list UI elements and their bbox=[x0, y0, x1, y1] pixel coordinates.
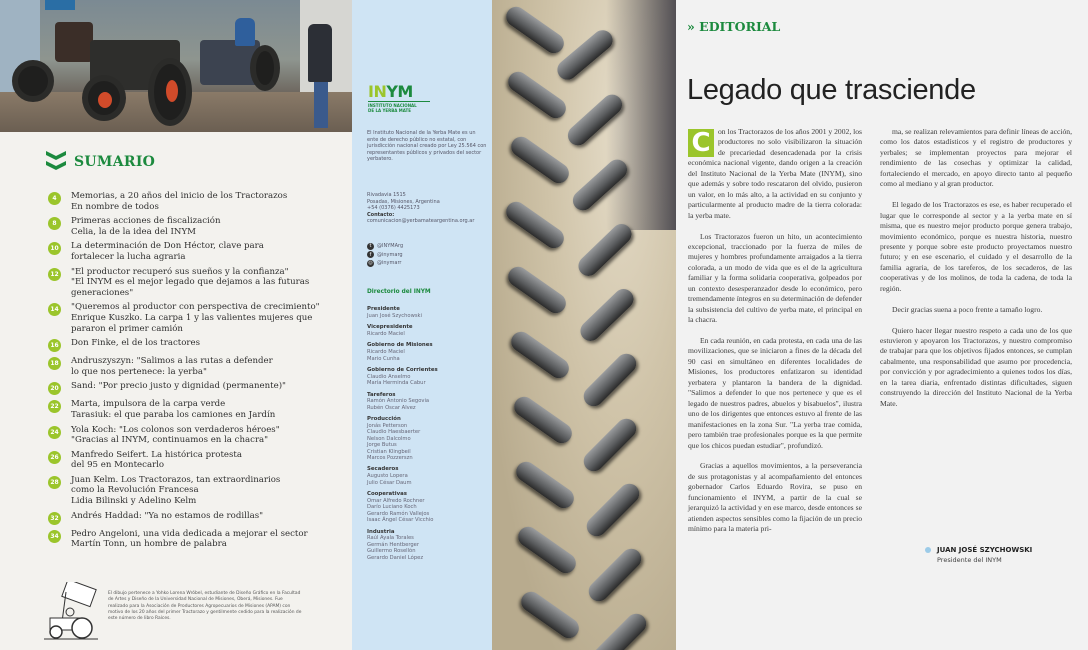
tread-lug bbox=[507, 328, 573, 382]
tread-lug bbox=[574, 220, 635, 280]
directory-role: Gobierno de Corrientes bbox=[367, 367, 438, 374]
editorial-paragraph: En cada reunión, en cada protesta, en cada una de las movilizaciones, que se iniciaron a fines de la década del 90 casi en simultáneo en diferentes localidades de Misiones, los productores enfatizaron su identidad yerbatera y plantaron la bandera de la dignidad. "Salimos a defender lo que nos pertenece y que es el legado de nuestros padres, abuelos y bisabuelos", ilustra uno de los dirigentes que entonces estuvo al frente de las manifestaciones en la zona Sur. "La yerba trae comida, pero también trae profesionales porque es la que permite que los chicos puedan estudiar", profundizó. bbox=[688, 336, 862, 450]
tractor-drawing-illustration bbox=[44, 582, 98, 640]
directory-group bbox=[367, 466, 487, 486]
tread-lug bbox=[512, 458, 578, 512]
directory-role: Tareferos bbox=[367, 391, 396, 398]
editorial-paragraph: ma, se realizan relevamientos para definir líneas de acción, como los datos estadísticos y el registro de productores y yerbales; se implementan proyectos para mejorar el rendimiento de las cosechas y optimizar la calidad, fortaleciendo el mercado, en apoyo directo tanto al pequeño como al mediano y al gran productor. bbox=[880, 127, 1072, 189]
tread-lug bbox=[514, 523, 580, 577]
page-number-badge: 16 bbox=[48, 339, 61, 352]
toc-entry[interactable] bbox=[48, 267, 348, 299]
toc-entry-title: Andrés Haddad: "Ya no estamos de rodillas" bbox=[71, 510, 264, 521]
directory-member: Nelson Dalcolmo bbox=[367, 435, 411, 442]
page-number-badge: 28 bbox=[48, 476, 61, 489]
signature-role: Presidente del INYM bbox=[937, 556, 1002, 564]
sumario-title: SUMARIO bbox=[74, 154, 156, 170]
page-number-badge: 32 bbox=[48, 512, 61, 525]
tread-lug bbox=[517, 588, 583, 642]
directory-member: Isaac Ángel César Vicchio bbox=[367, 517, 434, 524]
toc-entry[interactable] bbox=[48, 475, 348, 507]
toc-entry-title: Don Finke, el de los tractores bbox=[71, 338, 201, 349]
social-link[interactable]: f @inymarg bbox=[367, 251, 487, 260]
section-label: » EDITORIAL bbox=[687, 19, 781, 34]
directory-group bbox=[367, 392, 487, 412]
editorial-paragraph: El legado de los Tractorazos es ese, es haber recuperado el lugar que le corresponde al sector y a la yerba mate en sí misma, que es nuestro mejor producto porque genera trabajo, movimiento económico, porque es nuestra historia, nuestro presente y porque sobre este producto proyectamos nuestro futuro; y en ese escenario, el cuidado y el desarrollo de la familia agraria, de los tareferos, de los secaderos, de las cooperativas y de los molinos, de toda la cadena, de toda la región. bbox=[880, 200, 1072, 293]
tread-lug bbox=[590, 610, 651, 650]
editorial-headline: Legado que trasciende bbox=[687, 74, 976, 106]
editorial-paragraph: Gracias a aquellos movimientos, a la perseverancia de sus protagonistas y al acompañamiento del entonces gobernador Carlos Eduardo Rovira, se puso en funcionamiento el INYM, a partir de la cual se jerarquizó la actividad y en ese marco, desde entonces se atienden aspectos sensibles como la fijación de un precio mínimo para la materia pri- bbox=[688, 461, 862, 534]
left-page bbox=[0, 0, 352, 650]
social-link[interactable]: ◎ @inymarr bbox=[368, 260, 402, 266]
tread-lug bbox=[502, 198, 568, 252]
twitter-icon: t bbox=[367, 243, 374, 250]
directory-title: Directorio del INYM bbox=[367, 289, 431, 295]
instagram-icon: ◎ bbox=[368, 260, 373, 266]
signature bbox=[925, 546, 1032, 564]
directory-member: Julio César Daum bbox=[367, 479, 412, 486]
directory-member: Darío Luciano Koch bbox=[367, 504, 417, 511]
toc-entry[interactable] bbox=[48, 425, 348, 446]
tread-lug bbox=[502, 3, 568, 57]
directory-member: Jonás Petterson bbox=[367, 423, 408, 430]
editorial-column-2 bbox=[880, 127, 1072, 420]
toc-entry-title: La determinación de Don Héctor, clave para fortalecer la lucha agraria bbox=[71, 241, 264, 262]
facebook-icon: f bbox=[367, 251, 374, 258]
page-number-badge: 10 bbox=[48, 242, 61, 255]
toc-entry-title: Memorias, a 20 años del inicio de los Tractorazos En nombre de todos bbox=[71, 191, 288, 212]
directory-group bbox=[367, 367, 487, 387]
page-number-badge: 22 bbox=[48, 400, 61, 413]
tread-lug bbox=[585, 545, 646, 606]
page-number-badge: 26 bbox=[48, 451, 61, 464]
toc-entry[interactable] bbox=[48, 241, 348, 262]
table-of-contents bbox=[48, 191, 348, 554]
editorial-paragraph: Quiero hacer llegar nuestro respeto a cada uno de los que estuvieron y apoyaron los Tractorazos, y nuestro compromiso de trabajar para que los objetivos fijados entonces, se cumplan cabalmente, una responsabilidad que asumo por procedencia, por convicción y por agradecimiento a quienes todos los días, en la tarea diaria, enfrentado distintas dificultades, siguen construyendo la dirección del Instituto Nacional de la Yerba Mate. bbox=[880, 325, 1072, 408]
toc-entry[interactable] bbox=[48, 381, 348, 395]
directory-member: Ricardo Maciel bbox=[367, 331, 405, 337]
toc-entry-title: Yola Koch: "Los colonos son verdaderos héroes" "Gracias al INYM, continuamos en la chacra" bbox=[71, 424, 280, 446]
directory-member: Juan José Szychowski bbox=[367, 312, 422, 319]
directory-role: Presidente bbox=[367, 306, 400, 312]
directory-role: Vicepresidente bbox=[367, 324, 413, 331]
drop-cap: C bbox=[688, 129, 714, 157]
directory-member: Ricardo Maciel bbox=[367, 349, 405, 356]
toc-entry[interactable] bbox=[48, 191, 348, 212]
directory-member: Marcos Pozzerszn bbox=[367, 455, 413, 462]
page-number-badge: 8 bbox=[48, 217, 61, 230]
toc-entry[interactable] bbox=[48, 302, 348, 334]
tread-lug bbox=[583, 480, 644, 541]
toc-entry[interactable] bbox=[48, 399, 348, 420]
editorial-paragraph: C on los Tractorazos de los años 2001 y 2002, los productores no solo visibilizaron la situación de precariedad desencadenada por la crisis económica nacional vigente, dando origen a la creación del Instituto Nacional de la Yerba Mate (INYM), sino que además y sobre todo rescataron del olvido, pusieron un valor, en lo más alto, a la actividad en su conjunto y particularmente al producto madre de la tierra colorada: la yerba mate. bbox=[688, 127, 862, 220]
toc-entry[interactable] bbox=[48, 450, 348, 471]
tread-lug bbox=[507, 133, 573, 187]
page-number-badge: 24 bbox=[48, 426, 61, 439]
toc-entry-title: Juan Kelm. Los Tractorazos, tan extraordinarios como la Revolución Francesa Lidia Bilinski y Adelino Kelm bbox=[71, 474, 281, 507]
chevron-down-icon bbox=[46, 151, 66, 173]
tread-lug bbox=[510, 393, 576, 447]
directory-member: Gerardo Ramón Vallejos bbox=[367, 510, 430, 517]
tractorazo-photo bbox=[0, 0, 352, 132]
tread-lug bbox=[580, 350, 641, 411]
page-number-badge: 18 bbox=[48, 357, 61, 370]
tread-lug bbox=[576, 285, 637, 345]
directory-role: Producción bbox=[367, 416, 401, 423]
toc-entry-title: Primeras acciones de fiscalización Celia, la de la idea del INYM bbox=[71, 216, 221, 237]
directory-group bbox=[367, 416, 487, 461]
directory-member: Mario Cunha bbox=[367, 355, 400, 362]
page-number-badge: 20 bbox=[48, 382, 61, 395]
institution-address: Rivadavia 1515 Posadas, Misiones, Argentina +54 (0376) 4425173 Contacto: comunicacion@yerbamateargentina.org.ar bbox=[367, 192, 475, 224]
directory-member: Jorge Butus bbox=[367, 442, 397, 449]
toc-entry-title: Marta, impulsora de la carpa verde Tarasiuk: el que paraba los camiones en Jardín bbox=[71, 399, 276, 420]
social-links bbox=[367, 242, 487, 268]
directory-group bbox=[367, 529, 487, 561]
directory-group bbox=[367, 306, 487, 319]
sumario-heading bbox=[46, 151, 155, 173]
directory-role: Cooperativas bbox=[367, 491, 407, 498]
directory-member: Ramón Antonio Segovia bbox=[367, 398, 430, 405]
toc-entry-title: Pedro Angeloni, una vida dedicada a mejorar el sector Martín Tonn, un hombre de palabra bbox=[71, 528, 308, 550]
directory-member: Claudio Anselmo bbox=[367, 373, 411, 380]
contact-email-link[interactable]: comunicacion@yerbamateargentina.org.ar bbox=[367, 218, 475, 224]
directory-role: Gobierno de Misiones bbox=[367, 342, 433, 349]
editorial-paragraph: Decir gracias suena a poco frente a tamaño logro. bbox=[892, 304, 1043, 314]
directory-role: Industria bbox=[367, 528, 395, 535]
toc-entry-title: "El productor recuperó sus sueños y la confianza" "El INYM es el mejor legado que dejamos a las futuras generaciones" bbox=[71, 266, 310, 298]
directory-member: Guillermo Rosellón bbox=[367, 548, 416, 555]
page-number-badge: 12 bbox=[48, 268, 61, 281]
toc-entry-title: Andruszyszyn: "Salimos a las rutas a defender lo que nos pertenece: la yerba" bbox=[71, 356, 273, 377]
toc-entry[interactable] bbox=[48, 529, 348, 550]
inym-logo: INYM INSTITUTO NACIONAL DE LA YERBA MATE bbox=[368, 84, 430, 113]
toc-entry-title: "Queremos al productor con perspectiva de crecimiento" Enrique Kuszko. La carpa 1 y las valientes mujeres que pararon el primer camión bbox=[71, 302, 320, 334]
page-number-badge: 34 bbox=[48, 530, 61, 543]
directory-member: Raúl Ayala Torales bbox=[367, 535, 414, 542]
directory-role: Secaderos bbox=[367, 466, 399, 473]
signature-name: JUAN JOSÉ SZYCHOWSKI bbox=[937, 546, 1033, 554]
social-link[interactable]: t @INYMArg bbox=[367, 242, 487, 251]
toc-entry[interactable] bbox=[48, 511, 348, 525]
directory-group bbox=[367, 491, 487, 523]
illustration-credit: El dibujo pertenece a Yohko Lorena Wróbel, estudiante de Diseño Gráfico en la Facultad de Artes y Diseño de la Universidad Nacional de Misiones, Oberá, Misiones. Fue realizado para la Asociación de Productores Agropecuarios de Misiones (APAM) con motivo de los 20 años del primer Tractorazo y gentilmente cedido para la realización de este número de libro Raíces. bbox=[108, 591, 302, 622]
directory-list bbox=[367, 306, 487, 566]
bullet-icon bbox=[925, 547, 931, 553]
tread-lug bbox=[504, 263, 570, 317]
directory-group bbox=[367, 342, 487, 362]
editorial-column-1 bbox=[688, 127, 862, 545]
toc-entry-title: Sand: "Por precio justo y dignidad (permanente)" bbox=[71, 381, 287, 392]
directory-member: Claudio Haesbaerter bbox=[367, 429, 421, 436]
directory-member: Augusto Lopera bbox=[367, 473, 408, 480]
directory-member: Cristian Klingbeil bbox=[367, 448, 411, 455]
page-number-badge: 14 bbox=[48, 303, 61, 316]
directory-member: Rubén Oscar Alvez bbox=[367, 404, 416, 411]
directory-member: Germán Hentberger bbox=[367, 541, 419, 548]
toc-entry-title: Manfredo Seifert. La histórica protesta del 95 en Montecarlo bbox=[71, 449, 242, 471]
directory-member: Gerardo Daniel López bbox=[367, 554, 424, 561]
tire-tread-photo bbox=[492, 0, 676, 650]
directory-member: María Herminda Cabur bbox=[367, 380, 426, 387]
page-number-badge: 4 bbox=[48, 192, 61, 205]
toc-entry[interactable] bbox=[48, 338, 348, 352]
directory-group bbox=[367, 324, 487, 337]
institution-description: El Instituto Nacional de la Yerba Mate es un ente de derecho público no estatal, con jurisdicción nacional creado por Ley 25.564 con representantes públicos y privados del sector yerbatero. bbox=[367, 130, 487, 162]
toc-entry[interactable] bbox=[48, 216, 348, 237]
editorial-paragraph: Los Tractorazos fueron un hito, un acontecimiento excepcional, traccionado por la fuerza de miles de mujeres y hombres profundamente arraigados a la tierra colorada, a un modo de vida que es el de la agricultura familiar y la forma solidaria cooperativa, golpeados por un contexto desesperanzador desde lo económico, pero tremendamente íntegros en su determinación de defender la subsistencia del cultivo de yerba mate, el principal en la chacra. bbox=[688, 231, 862, 325]
directory-member: Omar Alfredo Rochner bbox=[367, 497, 425, 504]
tread-lug bbox=[580, 415, 641, 476]
toc-entry[interactable] bbox=[48, 356, 348, 377]
